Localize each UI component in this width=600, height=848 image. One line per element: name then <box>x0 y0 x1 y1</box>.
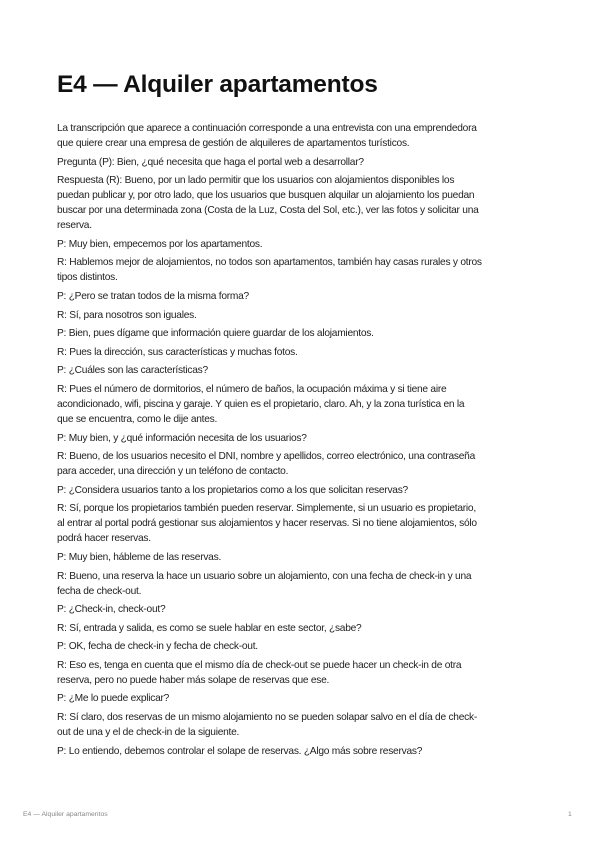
text-line: P: Bien, pues dígame que información quiere guardar de los alojamientos. <box>57 328 374 340</box>
footer-page-number: 1 <box>568 811 572 818</box>
text-line: R: Eso es, tenga en cuenta que el mismo día de check-out se puede hacer un check-in de otra <box>57 659 462 671</box>
text-line: Pregunta (P): Bien, ¿qué necesita que haga el portal web a desarrollar? <box>57 156 364 168</box>
dialogue-paragraph <box>57 382 557 427</box>
dialogue-paragraph <box>57 237 557 252</box>
dialogue-paragraph <box>57 621 557 636</box>
text-line: reserva. <box>57 220 92 232</box>
dialogue-paragraph <box>57 569 557 599</box>
text-line: fecha de check-out. <box>57 585 142 597</box>
dialogue-paragraph <box>57 691 557 706</box>
text-line: R: Sí claro, dos reservas de un mismo alojamiento no se pueden solapar salvo en el día de check- <box>57 712 477 724</box>
dialogue-paragraph <box>57 326 557 341</box>
text-line: P: ¿Cuáles son las características? <box>57 365 208 377</box>
text-line: R: Sí, entrada y salida, es como se suele hablar en este sector, ¿sabe? <box>57 622 362 634</box>
text-line: P: Lo entiendo, debemos controlar el solape de reservas. ¿Algo más sobre reservas? <box>57 745 423 757</box>
document-body <box>57 121 557 762</box>
text-line: tipos distintos. <box>57 272 118 284</box>
text-line: reserva, pero no puede haber más solape de reservas que ese. <box>57 674 330 686</box>
intro-paragraph <box>57 121 557 151</box>
dialogue-paragraph <box>57 744 557 759</box>
text-line: podrá hacer reservas. <box>57 533 151 545</box>
text-line: R: Sí, porque los propietarios también pueden reservar. Simplemente, si un usuario es propietario, <box>57 503 476 515</box>
text-line: P: Muy bien, empecemos por los apartamentos. <box>57 238 263 250</box>
text-line: P: ¿Check-in, check-out? <box>57 604 166 616</box>
page-title: E4 — Alquiler apartamentos <box>57 71 378 98</box>
text-line: P: OK, fecha de check-in y fecha de check-out. <box>57 641 258 653</box>
dialogue-paragraph <box>57 255 557 285</box>
text-line: acondicionado, wifi, piscina y garaje. Y quien es el propietario, claro. Ah, y la zona turística en la <box>57 398 465 410</box>
text-line: buscar por una determinada zona (Costa de la Luz, Costa del Sol, etc.), ver las fotos y solicitar una <box>57 205 479 217</box>
text-line: R: Bueno, una reserva la hace un usuario sobre un alojamiento, con una fecha de check-in y una <box>57 570 472 582</box>
dialogue-paragraph <box>57 289 557 304</box>
dialogue-paragraph <box>57 155 557 170</box>
text-line: P: Muy bien, hábleme de las reservas. <box>57 551 222 563</box>
dialogue-paragraph <box>57 345 557 360</box>
text-line: P: ¿Me lo puede explicar? <box>57 693 170 705</box>
dialogue-paragraph <box>57 483 557 498</box>
text-line: R: Sí, para nosotros son iguales. <box>57 309 197 321</box>
dialogue-paragraph <box>57 550 557 565</box>
text-line: puedan publicar y, por otro lado, que los usuarios que busquen alquilar un alojamiento los puedan <box>57 190 475 202</box>
dialogue-paragraph <box>57 173 557 233</box>
text-line: al entrar al portal podrá gestionar sus alojamientos y hacer reservas. Si no tiene alojamientos, sólo <box>57 518 477 530</box>
dialogue-paragraph <box>57 602 557 617</box>
dialogue-paragraph <box>57 449 557 479</box>
dialogue-paragraph <box>57 308 557 323</box>
dialogue-paragraph <box>57 431 557 446</box>
dialogue-paragraph <box>57 710 557 740</box>
text-line: R: Bueno, de los usuarios necesito el DNI, nombre y apellidos, correo electrónico, una contraseña <box>57 451 476 463</box>
text-line: P: Muy bien, y ¿qué información necesita de los usuarios? <box>57 432 307 444</box>
text-line: que quiere crear una empresa de gestión de alquileres de apartamentos turísticos. <box>57 138 410 149</box>
dialogue-paragraph <box>57 658 557 688</box>
dialogue-paragraph <box>57 639 557 654</box>
text-line: para acceder, una dirección y un teléfono de contacto. <box>57 466 289 478</box>
text-line: R: Pues el número de dormitorios, el número de baños, la ocupación máxima y si tiene aire <box>57 383 447 395</box>
text-line: que se encuentra, como le dije antes. <box>57 413 218 425</box>
text-line: out de una y el de check-in de la siguiente. <box>57 727 240 739</box>
dialogue-paragraph <box>57 501 557 546</box>
text-line: P: ¿Pero se tratan todos de la misma forma? <box>57 290 249 302</box>
text-line: R: Hablemos mejor de alojamientos, no todos son apartamentos, también hay casas rurales y otros <box>57 257 482 269</box>
text-line: R: Pues la dirección, sus características y muchas fotos. <box>57 346 298 358</box>
footer-title: E4 — Alquiler apartamentos <box>23 811 108 818</box>
text-line: La transcripción que aparece a continuación corresponde a una entrevista con una emprendedora <box>57 123 477 134</box>
text-line: Respuesta (R): Bueno, por un lado permitir que los usuarios con alojamientos disponibles los <box>57 175 455 187</box>
dialogue-paragraph <box>57 363 557 378</box>
text-line: P: ¿Considera usuarios tanto a los propietarios como a los que solicitan reservas? <box>57 484 408 496</box>
